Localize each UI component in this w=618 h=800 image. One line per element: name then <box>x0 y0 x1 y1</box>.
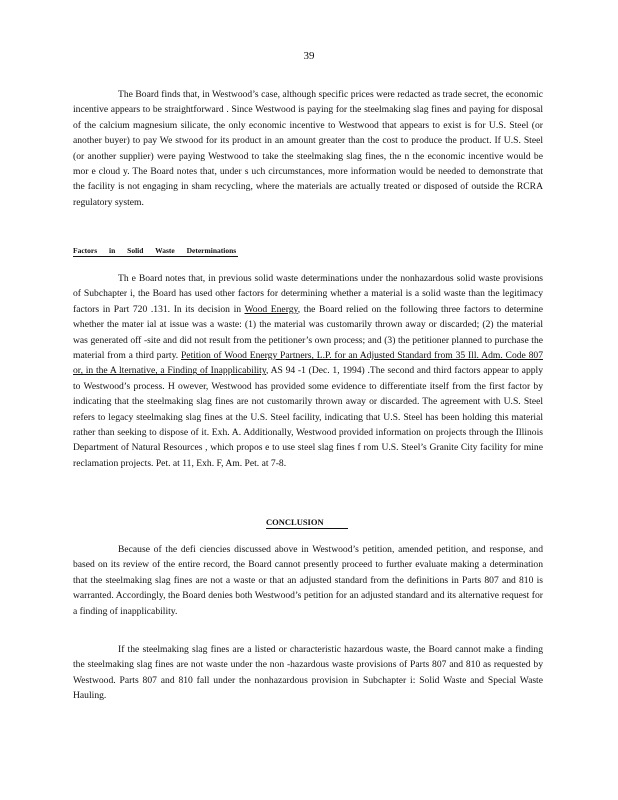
section-heading-conclusion: CONCLUSION <box>266 517 348 529</box>
paragraph-text-a: Th e Board notes that, in previous solid waste determinations under the nonhazardous solid waste provisions of Subchapter i, the Board has used other factors for determining whether a material is a solid waste than the legitimacy factors in Part 720 .131. In its decision in <box>73 273 543 315</box>
paragraph-solid-waste-factors <box>73 271 543 471</box>
paragraph-text-b: , the Board relied on the following three factors to determine whether the mater ial at issue was a waste: (1) the material was customarily thrown away or discarded; (2) the material was generated off -site and did not result from the petitioner’s own process; and (3) the petitioner planned to purchase the material from a third party. <box>73 303 543 362</box>
paragraph-hazardous-waste: If the steelmaking slag fines are a listed or characteristic hazardous waste, the Board cannot make a finding the steelmaking slag fines are not waste under the non -hazardous waste provisions of Parts 807 and 810 as requested by Westwood. Parts 807 and 810 fall under the nonhazardous provision in Subchapter i: Solid Waste and Special Waste Hauling. <box>73 644 543 702</box>
paragraph-westwood-incentive: The Board finds that, in Westwood’s case, although specific prices were redacted as trade secret, the economic incentive appears to be straightforward . Since Westwood is paying for the steelmaking slag fines and paying for disposal of the calcium magnesium silicate, the only economic incentive to Westwood that appears to exist is for U.S. Steel (or another buyer) to pay We stwood for its product in an amount greater than the cost to produce the product. If U.S. Steel (or another supplier) were paying Westwood to take the steelmaking slag fines, the n the economic incentive would be mor e cloud y. The Board notes that, under s uch circumstances, more information would be needed to demonstrate that the facility is not engaging in sham recycling, where the materials are actually treated or disposed of outside the RCRA regulatory system. <box>73 89 543 208</box>
page-number: 39 <box>303 50 315 62</box>
case-citation-petition: Petition of Wood Energy Partners, L.P. for an Adjusted Standard from 35 Ill. Adm. Code 807 or, in the A lternative, a Finding of Inapplicability <box>73 350 543 377</box>
paragraph-text-c: , AS 94 -1 (Dec. 1, 1994) .The second and third factors appear to apply to Westwood’s process. H owever, Westwood has provided some evidence to differentiate itself from the first factor by indicating that the steelmaking slag fines are not customarily thrown away or discarded. The agreement with U.S. Steel refers to legacy steelmaking slag fines at the U.S. Steel facility, indicating that U.S. Steel has been holding this material rather than seeking to dispose of it. Exh. A. Additionally, Westwood provided information on projects through the Illinois Department of Natural Resources , which propos e to use steel slag fines f rom U.S. Steel’s Granite City facility for mine reclamation projects. Pet. at 11, Exh. F, Am. Pet. at 7-8. <box>73 365 544 469</box>
paragraph-conclusion: Because of the defi ciencies discussed above in Westwood’s petition, amended petition, and response, and based on its review of the entire record, the Board cannot presently proceed to further evaluate making a determination that the steelmaking slag fines are not a waste or that an adjusted standard from the definitions in Parts 807 and 810 is warranted. Accordingly, the Board denies both Westwood’s petition for an adjusted standard and its alternative request for a finding of inapplicability. <box>73 544 543 617</box>
section-heading-factors: Factors in Solid Waste Determinations <box>73 246 237 255</box>
case-citation-wood-energy: Wood Energy <box>244 303 298 315</box>
